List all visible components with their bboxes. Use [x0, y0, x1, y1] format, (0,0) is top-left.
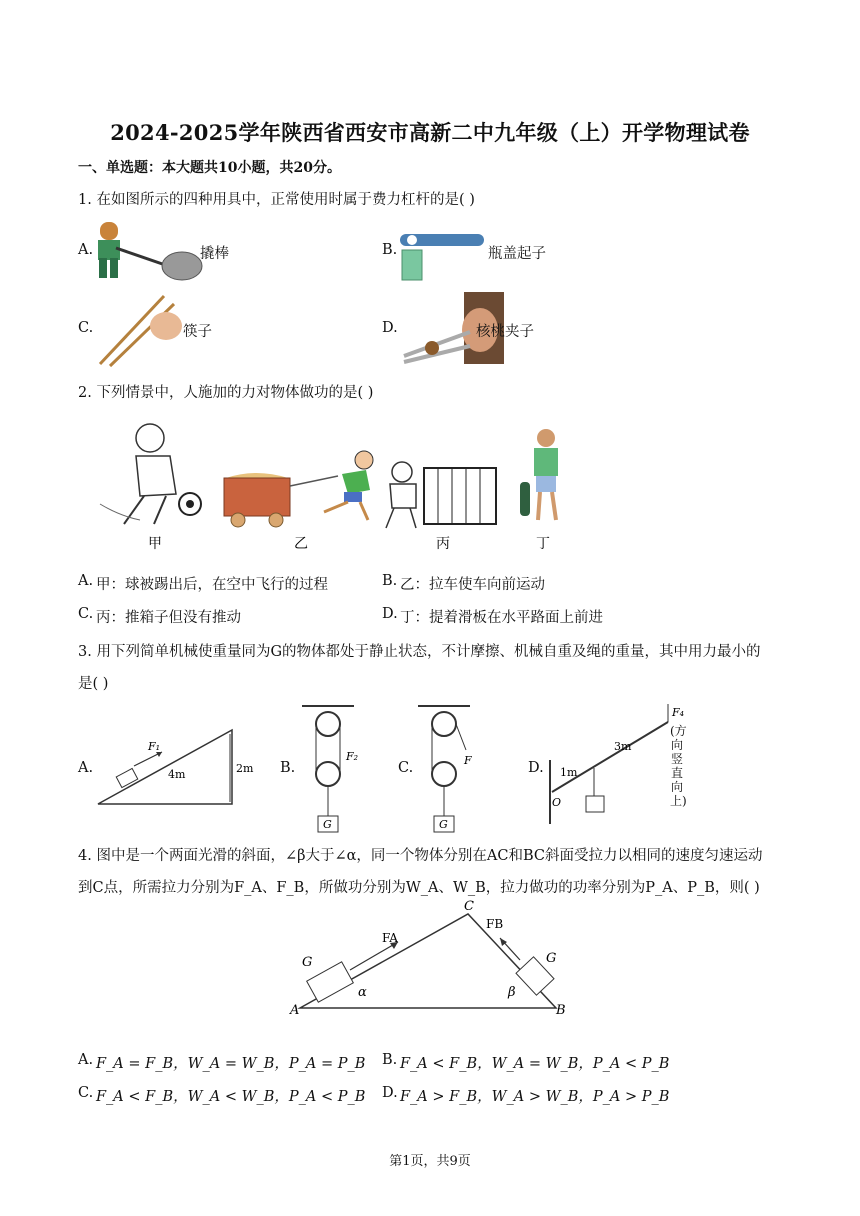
svg-text:F₂: F₂: [346, 750, 359, 763]
question-1-stem: 1. 在如图所示的四种用具中，正常使用时属于费力杠杆的是( ): [78, 192, 475, 208]
pulling-cart-scene: [224, 451, 373, 527]
q1-option-a-label[interactable]: A.: [78, 242, 94, 258]
q3-option-d-label[interactable]: D.: [528, 760, 544, 776]
pulley-b-figure: [298, 700, 368, 840]
question-4-stem-line1: 4. 图中是一个两面光滑的斜面，∠β大于∠α，同一个物体分别在AC和BC斜面受拉力以相同的速度匀速运动: [78, 848, 763, 864]
pulley-c-figure: [414, 700, 484, 840]
q3-option-c-label[interactable]: C.: [398, 760, 414, 776]
q2-option-a-label[interactable]: A.: [78, 573, 94, 589]
kicking-scene: [100, 424, 201, 524]
svg-text:α: α: [358, 985, 367, 1000]
svg-text:FA: FA: [382, 931, 398, 945]
svg-text:C: C: [464, 900, 474, 914]
q4-slope-figure: [288, 900, 578, 1022]
question-3-stem-line2: 是( ): [78, 676, 109, 692]
question-4-stem-line2: 到C点，所需拉力分别为F_A、F_B，所做功分别为W_A、W_B，拉力做功的功率分别为P_A、P_B，则( ): [78, 880, 760, 896]
q4-option-d-label[interactable]: D.: [382, 1085, 398, 1101]
q4-option-d-text[interactable]: F_A > F_B，W_A > W_B，P_A > P_B: [400, 1089, 670, 1105]
paper-title: 2024-2025学年陕西省西安市高新二中九年级（上）开学物理试卷: [110, 120, 750, 145]
q2-option-d-label[interactable]: D.: [382, 606, 398, 622]
svg-text:1m: 1m: [560, 766, 578, 779]
q1-option-c-label[interactable]: C.: [78, 320, 94, 336]
incline-figure: [96, 726, 256, 808]
svg-text:F₁: F₁: [148, 740, 161, 753]
carrying-skateboard-scene: [520, 429, 558, 520]
q4-option-a-label[interactable]: A.: [78, 1052, 94, 1068]
svg-text:3m: 3m: [614, 740, 632, 753]
q4-option-b-label[interactable]: B.: [382, 1052, 398, 1068]
q2-figure: [80, 416, 580, 558]
q2-option-c-text[interactable]: 丙：推箱子但没有推动: [96, 610, 241, 626]
svg-text:B: B: [556, 1003, 566, 1018]
bottle-opener-picture: [398, 220, 488, 282]
svg-text:G: G: [323, 818, 332, 831]
chopsticks-picture: [96, 290, 186, 368]
question-2-stem: 2. 下列情景中，人施加的力对物体做功的是( ): [78, 385, 374, 401]
q3-option-a-label[interactable]: A.: [78, 760, 94, 776]
svg-text:O: O: [552, 796, 562, 809]
q4-option-c-label[interactable]: C.: [78, 1085, 94, 1101]
svg-text:β: β: [508, 985, 516, 1000]
figure-label-jia: 甲: [148, 536, 162, 552]
svg-text:G: G: [546, 951, 557, 966]
svg-text:G: G: [302, 955, 313, 970]
svg-text:FB: FB: [486, 917, 504, 931]
q2-option-c-label[interactable]: C.: [78, 606, 94, 622]
q1-option-d-label[interactable]: D.: [382, 320, 398, 336]
q2-option-b-text[interactable]: 乙：拉车使车向前运动: [400, 577, 545, 593]
section-heading: 一、单选题：本大题共10小题，共20分。: [78, 160, 341, 176]
q1-option-c-text[interactable]: 筷子: [183, 324, 212, 340]
q4-option-b-text[interactable]: F_A < F_B，W_A = W_B，P_A < P_B: [400, 1056, 670, 1072]
figure-label-yi: 乙: [294, 536, 308, 552]
q1-option-b-text[interactable]: 瓶盖起子: [488, 246, 546, 262]
crowbar-picture: [96, 216, 206, 282]
q2-option-b-label[interactable]: B.: [382, 573, 398, 589]
q1-option-a-text[interactable]: 撬棒: [200, 246, 229, 262]
figure-label-bing: 丙: [436, 536, 450, 552]
q2-option-a-text[interactable]: 甲：球被踢出后，在空中飞行的过程: [96, 577, 328, 593]
question-3-stem-line1: 3. 用下列简单机械使重量同为G的物体都处于静止状态，不计摩擦、机械自重及绳的重量，其中用力最小的: [78, 644, 761, 660]
pushing-box-scene: [386, 462, 496, 528]
q4-option-c-text[interactable]: F_A < F_B，W_A < W_B，P_A < P_B: [96, 1089, 366, 1105]
q3-option-b-label[interactable]: B.: [280, 760, 296, 776]
figure-label-ding: 丁: [536, 536, 550, 552]
q1-option-b-label[interactable]: B.: [382, 242, 398, 258]
q1-option-d-text[interactable]: 核桃夹子: [476, 324, 534, 340]
q2-option-d-text[interactable]: 丁：提着滑板在水平路面上前进: [400, 610, 603, 626]
lever-direction-note: (方向竖直向上): [670, 724, 687, 808]
svg-text:2m: 2m: [236, 762, 254, 775]
q4-option-a-text[interactable]: F_A = F_B，W_A = W_B，P_A = P_B: [96, 1056, 366, 1072]
svg-text:4m: 4m: [168, 768, 186, 781]
svg-text:A: A: [290, 1003, 300, 1018]
page-footer: 第1页，共9页: [389, 1154, 471, 1169]
svg-text:G: G: [439, 818, 448, 831]
svg-text:F: F: [464, 754, 472, 767]
svg-text:F₄: F₄: [672, 706, 685, 719]
